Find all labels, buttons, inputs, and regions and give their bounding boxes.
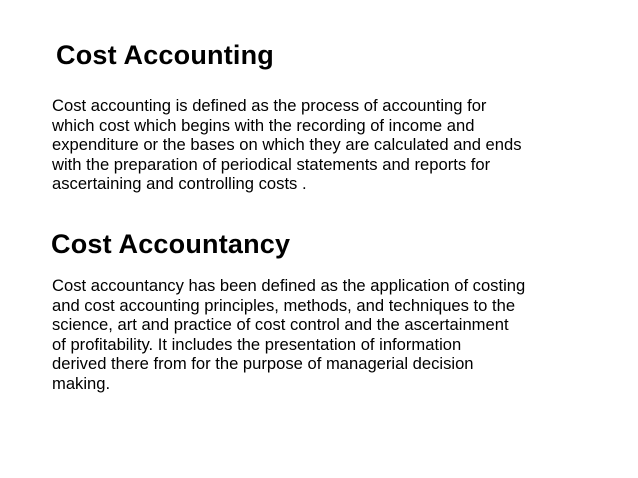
definition-line: Cost accounting is defined as the process of accounting for [52,96,487,115]
definition-line: with the preparation of periodical statements and reports for [52,154,491,174]
cost-accountancy-definition [52,276,612,394]
definition-line: derived there from for the purpose of managerial decision [52,354,474,374]
definition-line: of profitability. It includes the presentation of information [52,334,462,354]
cost-accounting-definition [52,96,612,194]
cost-accounting-heading: Cost Accounting [56,40,274,70]
cost-accountancy-heading: Cost Accountancy [51,229,291,259]
definition-line: ascertaining and controlling costs . [52,174,307,194]
definition-line: making. [52,373,111,393]
definition-line: Cost accountancy has been defined as the application of costing [52,276,526,295]
definition-line: which cost which begins with the recording of income and [52,115,475,135]
definition-line: science, art and practice of cost control and the ascertainment [52,315,509,335]
definition-line: and cost accounting principles, methods, and techniques to the [52,295,516,315]
definition-line: expenditure or the bases on which they are calculated and ends [52,135,522,155]
